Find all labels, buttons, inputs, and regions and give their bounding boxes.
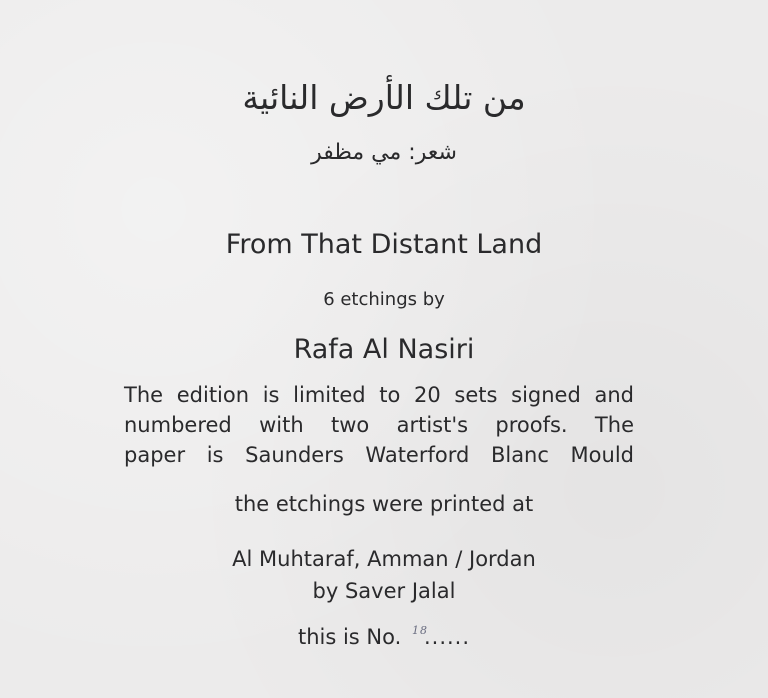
artist-name: Rafa Al Nasiri [293,334,475,365]
edition-statement [124,380,634,470]
edition-line: The edition is limited to 20 sets signed and [124,383,634,407]
english-title: From That Distant Land [225,229,543,260]
printer-place [0,543,768,607]
number-dots: $^{18}$...... [411,624,471,649]
printed-at-label: the etchings were printed at [234,492,534,516]
arabic-title: من تلك الأرض النائية [242,78,526,117]
etchings-by-label: 6 etchings by [323,289,445,310]
place-line: Al Muhtaraf, Amman / Jordan [232,547,536,571]
place-line: by Saver Jalal [312,579,456,603]
handwritten-number: 18 [411,624,428,637]
edition-line: paper is Saunders Waterford Blanc Mould [124,443,634,467]
number-label: this is No. [297,625,402,649]
arabic-poet-credit: شعر: مي مظفر [311,140,457,165]
edition-number [0,625,768,649]
edition-line: numbered with two artist's proofs. The [124,413,634,437]
